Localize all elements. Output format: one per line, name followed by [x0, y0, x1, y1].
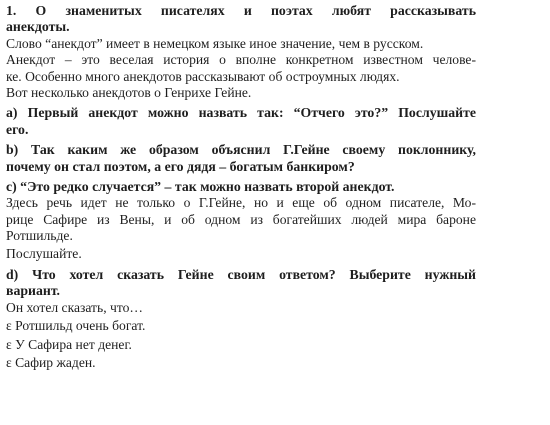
option-rothschild-rich[interactable]: ε Ротшильд очень богат.: [6, 318, 146, 334]
option-saphir-no-money[interactable]: ε У Сафира нет денег.: [6, 336, 132, 352]
part-d-line-1: d) Что хотел сказать Гейне своим ответом? Выберите нужный: [6, 266, 476, 282]
part-d-stem: Он хотел сказать, что…: [6, 299, 143, 315]
task-title-line-1: 1. О знаменитых писателях и поэтах любят рассказывать: [6, 3, 476, 18]
task-title-line-2: анекдоты.: [6, 19, 70, 35]
part-c-text-line-3: Ротшильде.: [6, 228, 73, 244]
part-c-text-line-1: Здесь речь идет не только о Г.Гейне, но и еще об одном писателе, Мо-: [6, 195, 476, 211]
intro-line-1: Слово “анекдот” имеет в немецком языке иное значение, чем в русском.: [6, 35, 424, 51]
part-c-text-line-2: рице Сафире из Вены, и об одном из богатейших людей мира бароне: [6, 211, 476, 227]
intro-line-3: ке. Особенно много анекдотов рассказывают об остроумных людях.: [6, 68, 400, 84]
part-d-line-2: вариант.: [6, 283, 61, 299]
part-b-line-1: b) Так каким же образом объяснил Г.Гейне своему поклоннику,: [6, 142, 476, 158]
part-c-heading: с) “Это редко случается” – так можно назвать второй анекдот.: [6, 178, 395, 194]
exercise-page: [6, 3, 476, 372]
part-a-line-2: его.: [6, 121, 29, 137]
intro-line-4: Вот несколько анекдотов о Генрихе Гейне.: [6, 84, 252, 100]
part-c-text-line-4: Послушайте.: [6, 246, 82, 262]
option-saphir-greedy[interactable]: ε Сафир жаден.: [6, 355, 96, 371]
part-a-line-1: а) Первый анекдот можно назвать так: “Отчего это?” Послушайте: [6, 105, 476, 121]
intro-line-2: Анекдот – это веселая история о вполне конкретном известном челове-: [6, 52, 476, 68]
part-b-line-2: почему он стал поэтом, а его дядя – богатым банкиром?: [6, 158, 355, 174]
